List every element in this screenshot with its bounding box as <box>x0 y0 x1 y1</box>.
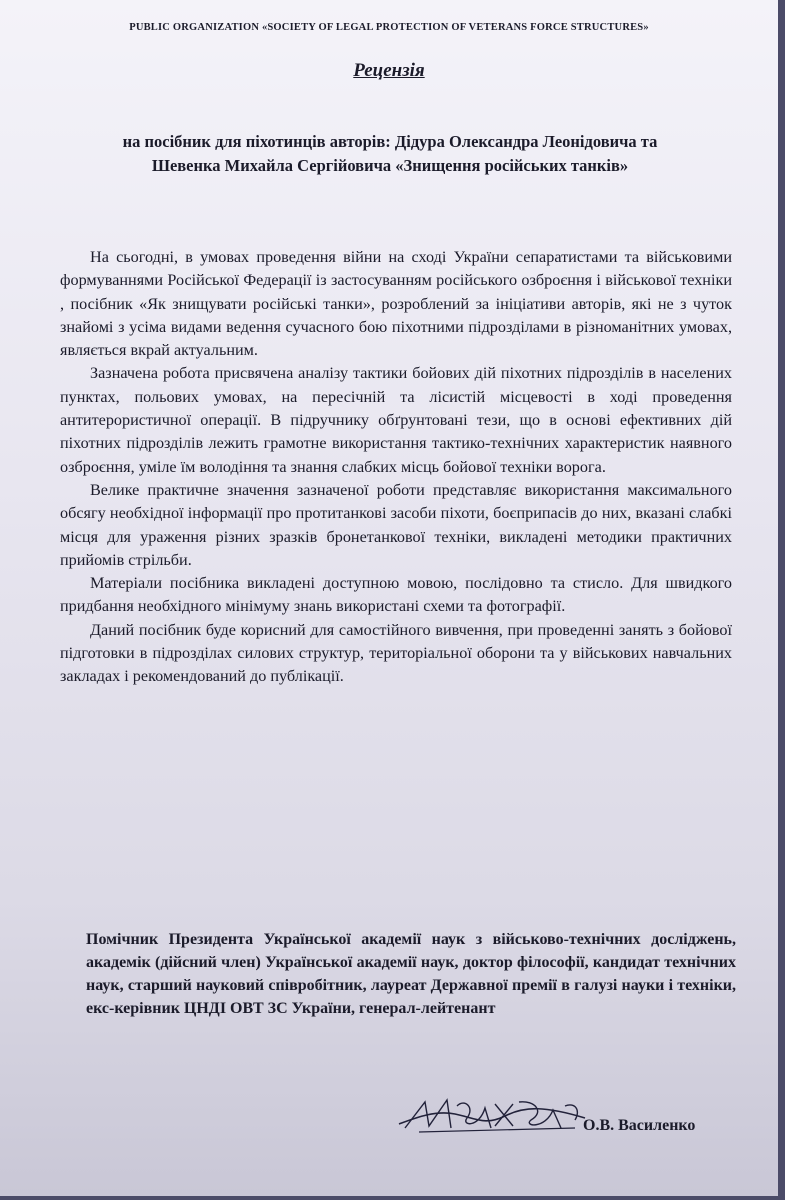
document-title: Рецензія <box>353 60 425 81</box>
organization-header: PUBLIC ORGANIZATION «SOCIETY OF LEGAL PROTECTION OF VETERANS FORCE STRUCTURES» <box>129 22 649 33</box>
paragraph-5: Даний посібник буде корисний для самостійного вивчення, при проведенні занять з бойової підготовки в підрозділах силових структур, територіальної оборони та у військових навчальних закладах і рекомендований до публікації. <box>60 620 732 686</box>
paragraph-1: На сьогодні, в умовах проведення війни на сході України сепаратистами та військовими формуваннями Російської Федерації із застосуванням російського озброєння і військової техніки , посібник «Як знищувати російські танки», розроблений за ініціативи авторів, які не з чуток знайомі з усіма видами ведення сучасного бою піхотними підрозділами в різноманітних умовах, являється вкрай актуальним. <box>60 248 732 360</box>
subtitle-line-1: на посібник для піхотинців авторів: Дідура Олександра Леонідовича та <box>122 132 658 151</box>
signer-title: Помічник Президента Української академії наук з військово-технічних досліджень, академік (дійсний член) Української академії наук, доктор філософії, кандидат технічних наук, старший науковий співробітник, лауреат Державної премії в галузі науки і техніки, екс-керівник ЦНДІ ОВТ ЗС України, генерал-лейтенант <box>86 931 736 1017</box>
review-body <box>60 246 732 689</box>
paragraph-4: Матеріали посібника викладені доступною мовою, послідовно та стисло. Для швидкого придбання необхідного мінімуму знань використані схеми та фотографії. <box>60 574 732 616</box>
paragraph-3: Велике практичне значення зазначеної роботи представляє використання максимального обсягу необхідної інформації про протитанкові засоби піхоти, боєприпасів до них, вказані слабкі місця для ураження різних зразків бронетанкової техніки, викладені методики практичних прийомів стрільби. <box>60 480 732 569</box>
paragraph-2: Зазначена робота присвячена аналізу тактики бойових дій піхотних підрозділів в населених пунктах, польових умовах, на пересічній та лісистій місцевості в ході проведення антитерористичної операції. В підручнику обґрунтовані тези, що в основі ефективних дій піхотних підрозділів лежить грамотне використання тактико-технічних характеристик наявного озброєння, уміле їм володіння та знання слабких місць бойової техніки ворога. <box>60 364 732 476</box>
handwritten-signature <box>395 1088 590 1143</box>
document-subtitle <box>40 130 740 178</box>
signer-name: О.В. Василенко <box>583 1117 696 1134</box>
subtitle-line-2: Шевенка Михайла Сергійовича «Знищення російських танків» <box>151 156 629 175</box>
